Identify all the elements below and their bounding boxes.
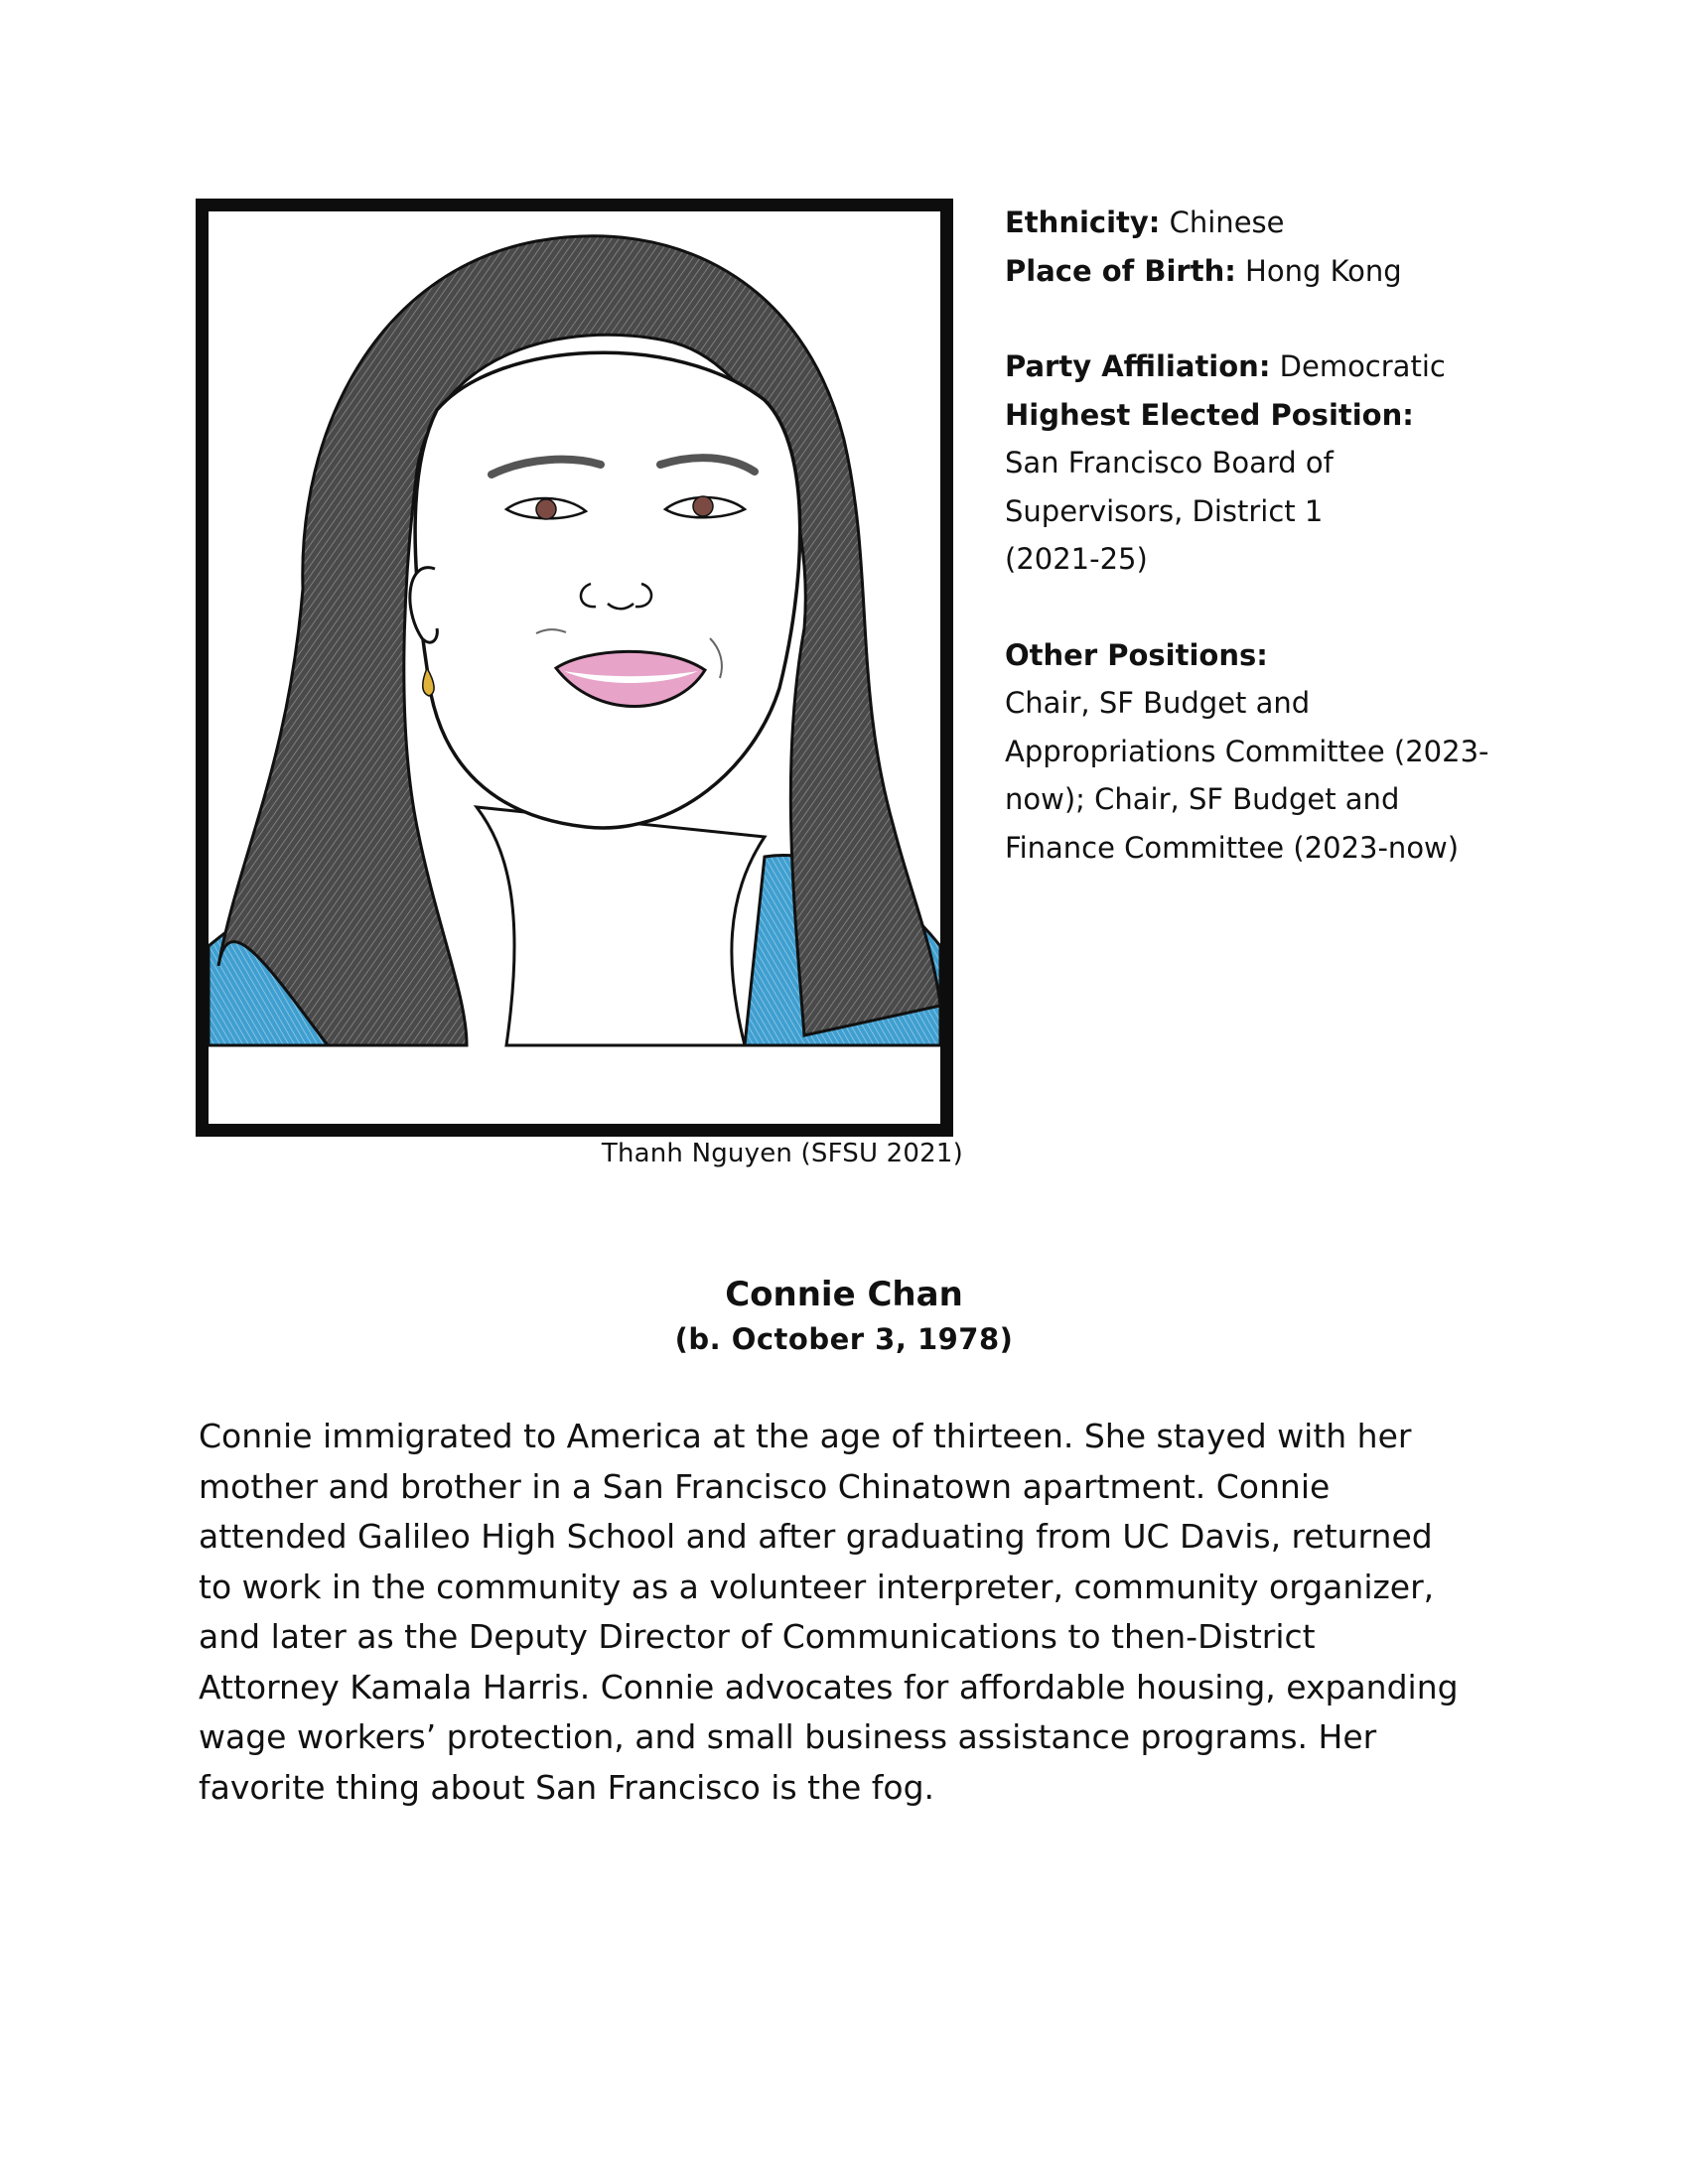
bio-line: mother and brother in a San Francisco Chinatown apartment. Connie [199,1466,1331,1506]
ear-shape [410,568,437,642]
highest-position-label: Highest Elected Position: [1005,397,1414,432]
profile-facts [1005,199,1521,872]
ethnicity-row [1005,199,1521,247]
bio-line: attended Galileo High School and after graduating from UC Davis, returned [199,1517,1433,1556]
portrait-illustration [196,199,953,1137]
other-positions-line: Finance Committee (2023-now) [1005,830,1460,865]
other-positions-line: Appropriations Committee (2023- [1005,734,1489,768]
other-positions-line: Chair, SF Budget and [1005,686,1311,720]
party-label: Party Affiliation: [1005,349,1271,383]
party-row [1005,342,1521,391]
bio-line: Attorney Kamala Harris. Connie advocates for affordable housing, expanding [199,1667,1459,1706]
bio-line: wage workers’ protection, and small business assistance programs. Her [199,1717,1377,1756]
birthplace-label: Place of Birth: [1005,253,1236,288]
neck-shape [477,807,765,1045]
person-name: Connie Chan [725,1275,963,1314]
other-positions-label: Other Positions: [1005,637,1268,672]
face-shape [415,352,800,828]
highest-position-line: (2021-25) [1005,542,1148,576]
birthplace-row [1005,247,1521,296]
bio-line: favorite thing about San Francisco is the fog. [199,1767,935,1807]
portrait-drawing [209,211,940,1124]
party-value: Democratic [1279,349,1446,383]
biography-paragraph [199,1412,1499,1813]
name-heading [0,1271,1688,1360]
highest-position-line: San Francisco Board of [1005,446,1334,479]
other-positions-label-row [1005,631,1521,680]
other-positions-line: now); Chair, SF Budget and [1005,782,1400,816]
portrait-caption: Thanh Nguyen (SFSU 2021) [601,1139,963,1168]
bio-line: Connie immigrated to America at the age of thirteen. She stayed with her [199,1417,1412,1455]
birth-date: (b. October 3, 1978) [674,1322,1014,1356]
bio-line: to work in the community as a volunteer interpreter, community organizer, [199,1567,1435,1606]
bio-line: and later as the Deputy Director of Communications to then-District [199,1617,1316,1656]
ethnicity-label: Ethnicity: [1005,205,1161,239]
highest-position-label-row [1005,391,1521,440]
ethnicity-value: Chinese [1169,205,1285,239]
birthplace-value: Hong Kong [1245,253,1402,288]
highest-position-line: Supervisors, District 1 [1005,493,1324,528]
